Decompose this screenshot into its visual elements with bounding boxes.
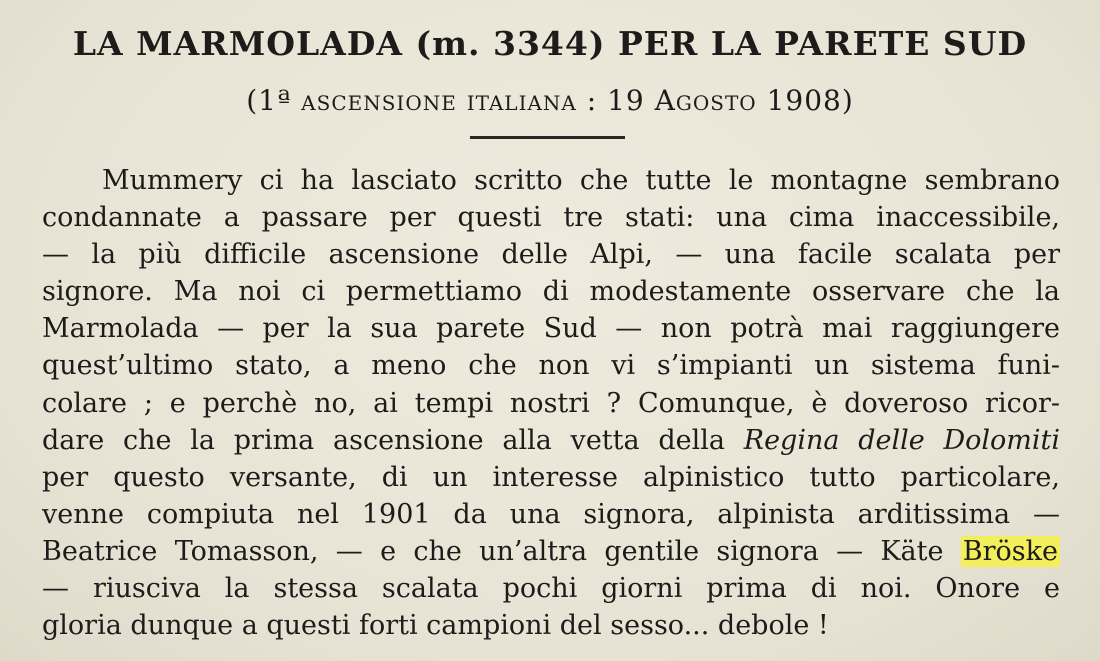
text-line-8-start: dare che la prima ascensione alla vetta della (42, 424, 725, 456)
text-line-3: — la più difficile ascensione delle Alpi, — una facile scalata per (42, 239, 1060, 271)
highlighted-broske: Bröske (962, 535, 1058, 567)
text-line-10: venne compiuta nel 1901 da una signora, alpinista arditissima — (42, 498, 1060, 530)
text-line-6: quest’ultimo stato, a meno che non vi s’impianti un sistema funi- (42, 350, 1060, 382)
text-line-5: Marmolada — per la sua parete Sud — non potrà mai raggiungere (42, 313, 1060, 345)
text-line-12: — riusciva la stessa scalata pochi giorni prima di noi. Onore e (42, 573, 1060, 605)
text-line-8 (42, 422, 1060, 459)
title-divider (470, 136, 625, 139)
text-line-7: colare ; e perchè no, ai tempi nostri ? Comunque, è doveroso ricor- (42, 387, 1060, 419)
text-line-13: gloria dunque a questi forti campioni del sesso... debole ! (42, 610, 829, 642)
page-title: LA MARMOLADA (m. 3344) PER LA PARETE SUD (72, 24, 1028, 63)
italic-regina-delle-dolomiti: Regina delle Dolomiti (743, 424, 1060, 456)
page-subtitle: (1ª ascensione italiana : 19 Agosto 1908) (246, 84, 854, 117)
text-line-9: per questo versante, di un interesse alpinistico tutto particolare, (42, 461, 1060, 493)
text-line-11 (42, 533, 1060, 570)
paragraph (42, 162, 1060, 644)
text-line-4: signore. Ma noi ci permettiamo di modestamente osservare che la (42, 276, 1060, 308)
text-line-1: Mummery ci ha lasciato scritto che tutte le montagne sembrano (102, 165, 1060, 196)
text-line-11-start: Beatrice Tomasson, — e che un’altra gentile signora — Käte (42, 535, 944, 567)
text-line-2: condannate a passare per questi tre stati: una cima inaccessibile, (42, 202, 1060, 234)
